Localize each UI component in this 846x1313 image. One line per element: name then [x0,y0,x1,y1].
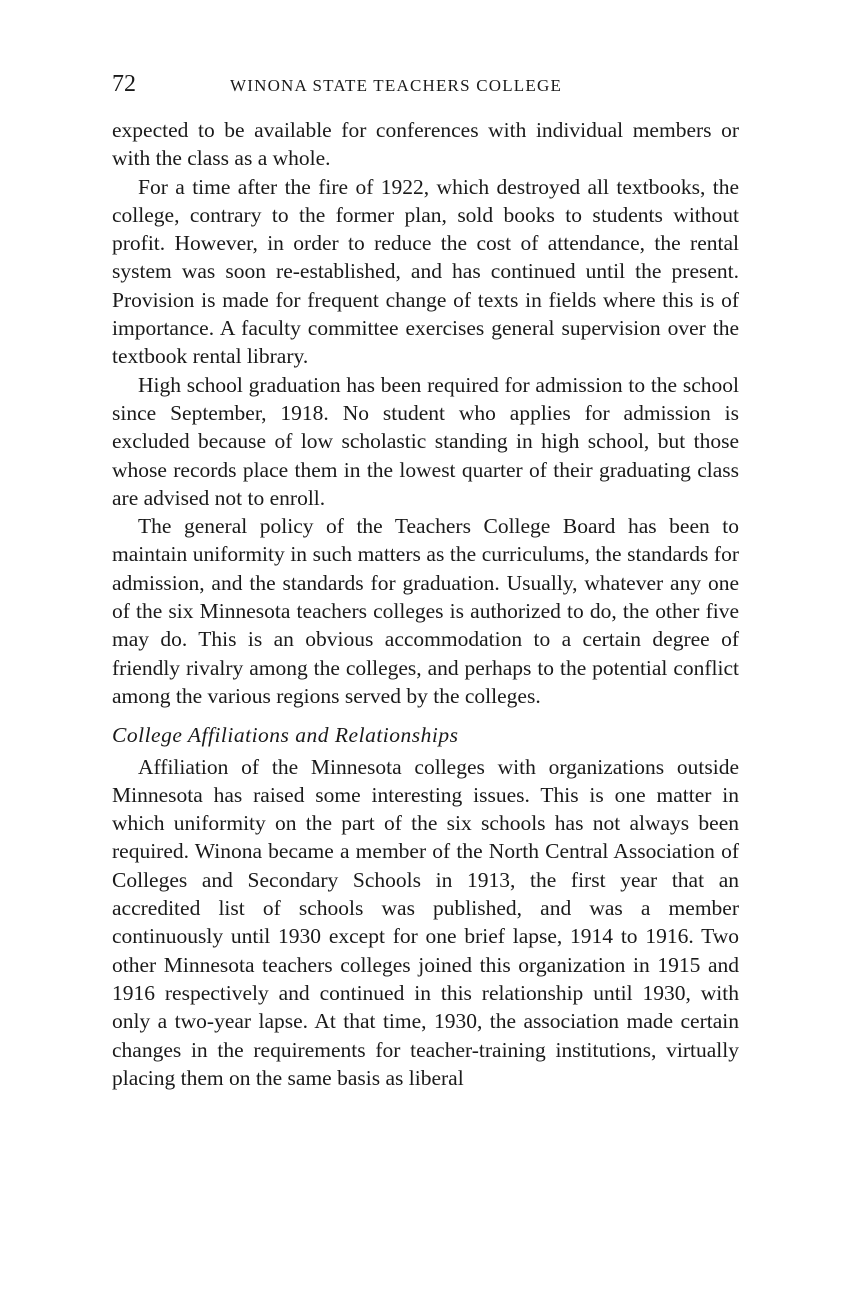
paragraph-admission: High school graduation has been required for admission to the school since September, 1918. No student who applies for admission is excluded because of low scholastic standing in high school, but those whose records place them in the lowest quarter of their graduating class are advised not to enroll. [112,372,739,510]
paragraph-affiliations: Affiliation of the Minnesota colleges with organizations outside Minnesota has raised some interesting issues. This is one matter in which uniformity on the part of the six schools has not always been required. Winona became a member of the North Central Association of Colleges and Secondary Schools in 1913, the first year that an accredited list of schools was published, and was a member continuously until 1930 except for one brief lapse, 1914 to 1916. Two other Minnesota teachers colleges joined this organization in 1915 and 1916 respectively and continued in this relationship until 1930, with only a two-year lapse. At that time, 1930, the association made certain changes in the requirements for teacher-training institutions, virtually placing them on the same basis as liberal [112,754,739,1090]
page-number: 72 [112,71,136,97]
paragraph-continuation: expected to be available for conferences with individual members or with the class as a whole. [112,118,739,171]
paragraph-board-policy: The general policy of the Teachers College Board has been to maintain uniformity in such matters as the curriculums, the standards for admission, and the standards for graduation. Usually, whatever any one of the six Minnesota teachers colleges is authorized to do, the other five may do. This is an obvious accommodation to a certain degree of friendly rivalry among the colleges, and perhaps to the potential conflict among the various regions served by the colleges. [112,514,739,708]
running-title: WINONA STATE TEACHERS COLLEGE [230,76,563,95]
running-head [112,66,739,106]
section-heading: College Affiliations and Relationships [112,723,459,748]
paragraph-textbooks: For a time after the fire of 1922, which destroyed all textbooks, the college, contrary to the former plan, sold books to students without profit. However, in order to reduce the cost of attendance, the rental system was soon re-established, and has continued until the present. Provision is made for frequent change of texts in fields where this is of importance. A faculty committee exercises general supervision over the textbook rental library. [112,174,739,369]
book-page [112,66,739,1092]
